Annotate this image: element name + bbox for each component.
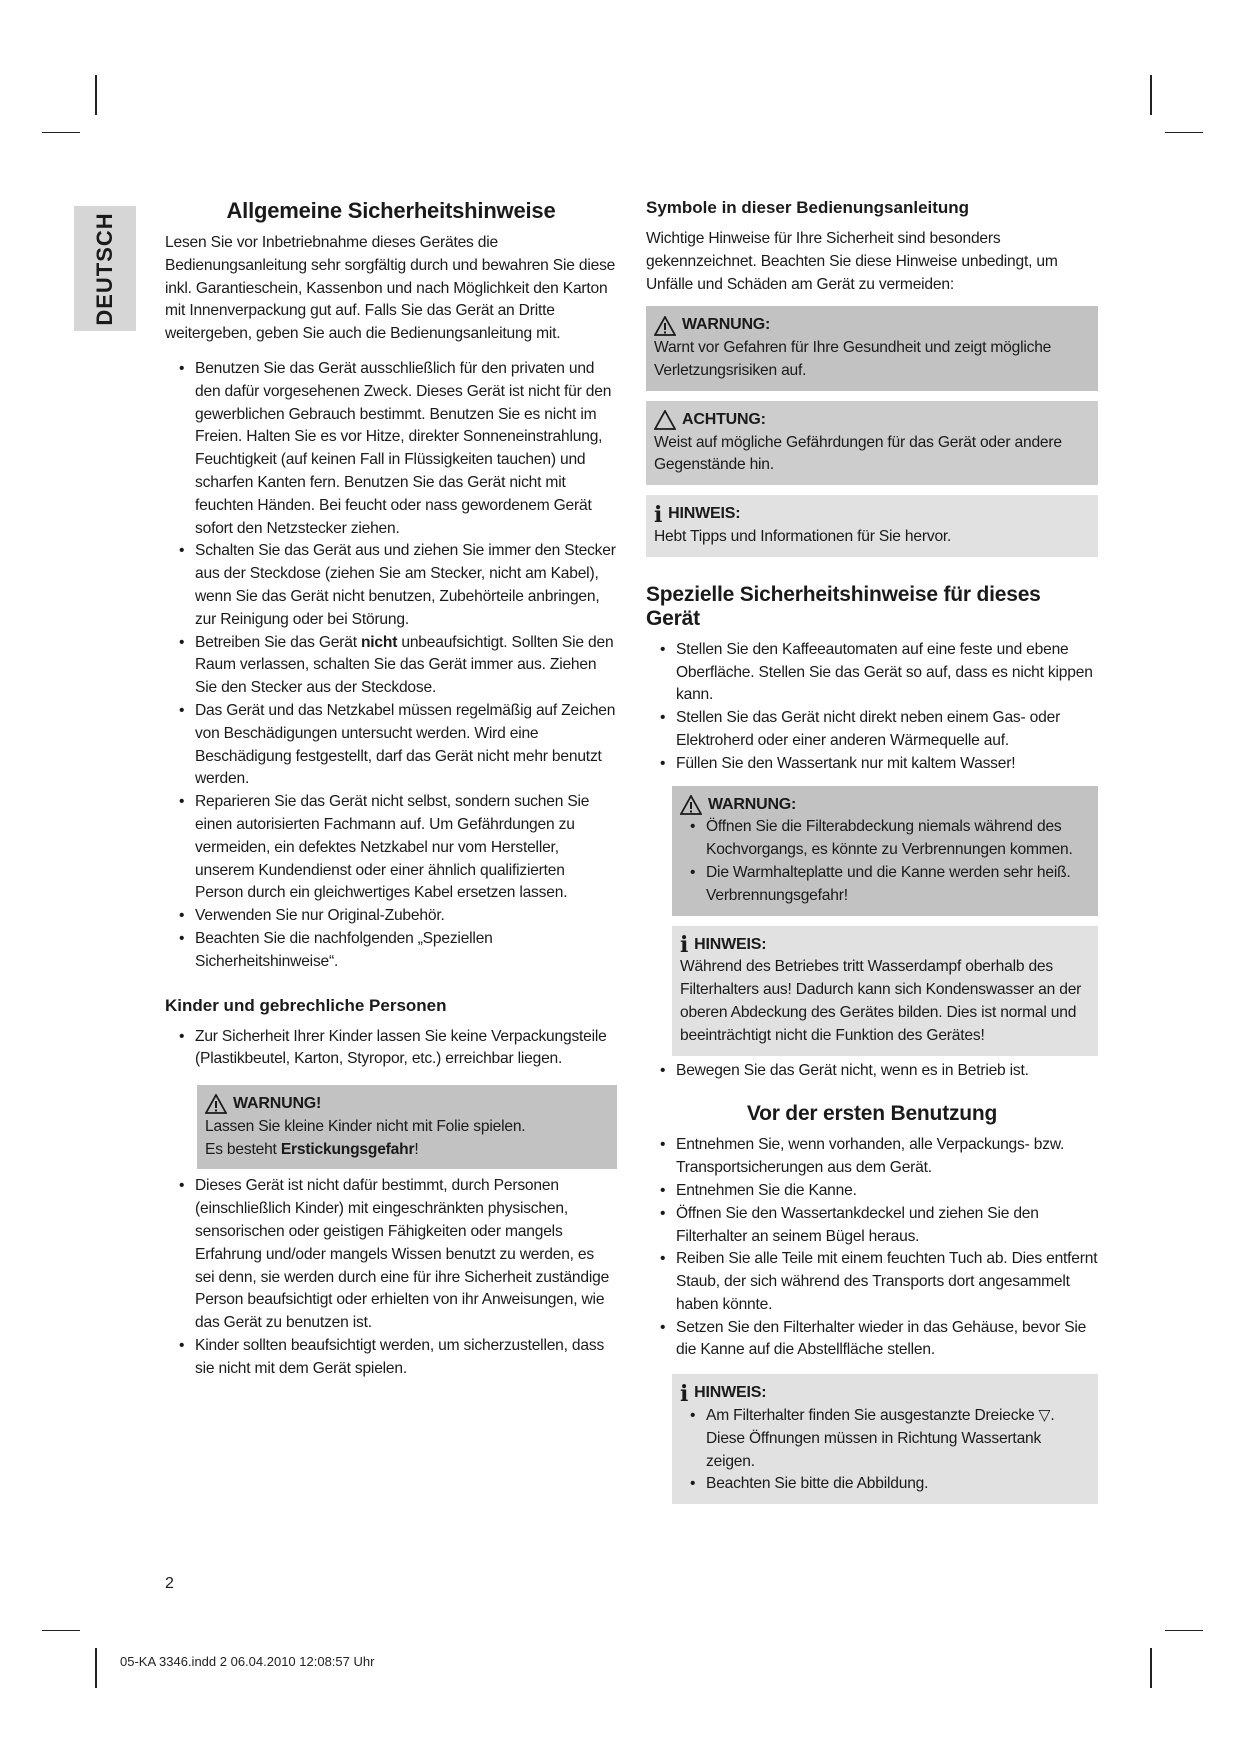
warning-text: Lassen Sie kleine Kinder nicht mit Folie spielen. (205, 1117, 526, 1135)
list-item: • Schalten Sie das Gerät aus und ziehen Sie immer den Stecker aus der Steckdose (ziehen Sie am Stecker, nicht am Kabel), wenn Sie das Gerät nicht benutzen, Zubehörteile anbringen, zur Reinigung oder bei Störung. (179, 542, 616, 628)
intro-paragraph: Lesen Sie vor Inbetriebnahme dieses Gerätes die Bedienungsanleitung sehr sorgfältig durch und bewahren Sie diese inkl. Garantieschein, Kassenbon und nach Möglichkeit den Karton mit Innenverpackung gut auf. Falls Sie das Gerät an Dritte weitergeben, geben Sie auch die Bedienungsanleitung mit. (165, 234, 616, 343)
hint-box-first-use (672, 1374, 1098, 1504)
hint-box-special (672, 926, 1098, 1056)
section-title-first-use: Vor der ersten Benutzung (746, 1102, 998, 1126)
warning-text: Warnt vor Gefahren für Ihre Gesundheit und zeigt mögliche Verletzungsrisiken auf. (654, 339, 1052, 379)
list-item: • Entnehmen Sie, wenn vorhanden, alle Verpackungs- bzw. Transportsicherungen aus dem Gerät. (660, 1136, 1065, 1177)
crop-mark (1165, 1630, 1203, 1631)
warning-box-special (672, 786, 1098, 916)
hint-label: i HINWEIS: (680, 1380, 767, 1407)
list-item: • Stellen Sie den Kaffeeautomaten auf eine feste und ebene Oberfläche. Stellen Sie das Gerät so auf, dass es nicht kippen kann. (660, 640, 1093, 704)
info-icon: i (654, 501, 663, 528)
warning-icon (205, 1094, 227, 1114)
symbol-box-hinweis (646, 495, 1098, 557)
list-item: • Öffnen Sie die Filterabdeckung niemals während des Kochvorgangs, es könnte zu Verbrennungen kommen. (690, 818, 1073, 859)
hint-list (680, 1405, 1088, 1496)
list-item: • Zur Sicherheit Ihrer Kinder lassen Sie keine Verpackungsteile (Plastikbeutel, Karton, Styropor, etc.) erreichbar liegen. (179, 1027, 607, 1068)
symbol-box-achtung (646, 401, 1098, 485)
caution-icon (654, 410, 676, 430)
list-item: • Reiben Sie alle Teile mit einem feuchten Tuch ab. Dies entfernt Staub, der sich während des Transports dort angesammelt haben könnte. (660, 1250, 1098, 1313)
page-number: 2 (165, 1575, 174, 1592)
warning-box-children (197, 1085, 617, 1169)
crop-mark (42, 132, 80, 133)
info-icon: i (680, 931, 689, 958)
left-column (165, 198, 617, 1381)
list-item: • Öffnen Sie den Wassertankdeckel und ziehen Sie den Filterhalter an seinem Bügel heraus. (660, 1204, 1039, 1245)
list-item: • Kinder sollten beaufsichtigt werden, um sicherzustellen, dass sie nicht mit dem Gerät spielen. (179, 1337, 605, 1377)
list-item: • Stellen Sie das Gerät nicht direkt neben einem Gas- oder Elektroherd oder einer anderen Wärmequelle auf. (660, 709, 1061, 749)
list-item: • Dieses Gerät ist nicht dafür bestimmt, durch Personen (einschließlich Kinder) mit eingeschränkten physischen, sensorischen oder geistigen Fähigkeiten oder mangels Erfahrung und/oder mangels Wissen benutzt zu werden, es sei denn, sie werden durch eine für ihre Sicherheit zuständige Person beaufsichtigt oder erhielten von ihr Anweisungen, wie das Gerät zu benutzen ist. (179, 1177, 610, 1332)
caution-text: Weist auf mögliche Gefährdungen für das Gerät oder andere Gegenstände hin. (654, 433, 1062, 474)
list-item: • Reparieren Sie das Gerät nicht selbst, sondern suchen Sie einen autorisierten Fachmann auf. Um Gefährdungen zu vermeiden, ein defektes Netzkabel nur vom Hersteller, unserem Kundendienst oder einer ähnlich qualifizierten Person durch ein gleichwertiges Kabel ersetzen lassen. (179, 793, 590, 902)
section-title-general-safety: Allgemeine Sicherheitshinweise (226, 198, 556, 223)
print-footer: 05-KA 3346.indd 2 06.04.2010 12:08:57 Uhr (120, 1654, 375, 1669)
info-icon: i (680, 1380, 689, 1407)
list-item: • Verwenden Sie nur Original-Zubehör. (179, 907, 445, 925)
language-tab-label: DEUTSCH (92, 211, 117, 326)
warning-label: WARNUNG: (680, 794, 1088, 817)
list-item: • Beachten Sie die nachfolgenden „Speziellen Sicherheitshinweise“. (179, 929, 493, 970)
list-item: • Am Filterhalter finden Sie ausgestanzte Dreiecke ▽. Diese Öffnungen müssen in Richtung Wassertank zeigen. (690, 1407, 1055, 1470)
language-tab (74, 206, 136, 331)
caution-label: ACHTUNG: (654, 409, 1088, 432)
special-safety-list-continued (646, 1060, 1098, 1083)
list-item: • Entnehmen Sie die Kanne. (660, 1181, 857, 1199)
warning-label: WARNUNG: (654, 314, 1088, 337)
crop-mark (95, 75, 97, 115)
crop-mark (1150, 75, 1152, 115)
warning-icon (654, 316, 676, 336)
warning-icon (680, 795, 702, 815)
section-title-special-safety: Spezielle Sicherheitshinweise für dieses Gerät (646, 582, 1041, 630)
crop-mark (95, 1648, 97, 1688)
subheading-children: Kinder und gebrechliche Personen (165, 995, 447, 1015)
right-column (646, 198, 1098, 1504)
symbols-intro: Wichtige Hinweise für Ihre Sicherheit sind besonders gekennzeichnet. Beachten Sie diese Hinweise unbedingt, um Unfälle und Schäden am Gerät zu vermeiden: (646, 230, 1058, 293)
first-use-list (646, 1134, 1098, 1362)
list-item: • Das Gerät und das Netzkabel müssen regelmäßig auf Zeichen von Beschädigungen untersucht werden. Wird eine Beschädigung festgestellt, darf das Gerät nicht mehr benutzt werden. (179, 701, 616, 788)
list-item: • Beachten Sie bitte die Abbildung. (690, 1475, 929, 1493)
children-list-continued (165, 1175, 617, 1380)
hint-text: Hebt Tipps und Informationen für Sie hervor. (654, 527, 952, 545)
list-item: • Bewegen Sie das Gerät nicht, wenn es in Betrieb ist. (660, 1061, 1029, 1079)
hint-label: i HINWEIS: (654, 501, 741, 528)
warning-label: WARNUNG! (205, 1093, 607, 1116)
list-item: • Füllen Sie den Wassertank nur mit kaltem Wasser! (660, 754, 1016, 772)
crop-mark (42, 1630, 80, 1631)
crop-mark (1150, 1648, 1152, 1688)
list-item: • Betreiben Sie das Gerät nicht unbeaufsichtigt. Sollten Sie den Raum verlassen, schalten Sie das Gerät immer aus. Ziehen Sie den Stecker aus der Steckdose. (179, 633, 614, 697)
safety-list (165, 358, 617, 974)
special-safety-list (646, 639, 1098, 776)
warning-text: Es besteht Erstickungsgefahr! (205, 1140, 419, 1158)
hint-text: Während des Betriebes tritt Wasserdampf oberhalb des Filterhalters aus! Dadurch kann sich Kondenswasser an der oberen Abdeckung des Gerätes bilden. Dies ist normal und beeinträchtigt nicht die Funktion des Gerätes! (680, 958, 1082, 1044)
children-list (165, 1026, 617, 1072)
list-item: • Setzen Sie den Filterhalter wieder in das Gehäuse, bevor Sie die Kanne auf die Abstellfläche stellen. (660, 1318, 1087, 1359)
crop-mark (1165, 132, 1203, 133)
subheading-symbols: Symbole in dieser Bedienungsanleitung (646, 198, 970, 217)
hint-label: i HINWEIS: (680, 931, 767, 958)
list-item: • Benutzen Sie das Gerät ausschließlich für den privaten und den dafür vorgesehenen Zweck. Dieses Gerät ist nicht für den gewerblichen Gebrauch bestimmt. Benutzen Sie es nicht im Freien. Halten Sie es vor Hitze, direkter Sonneneinstrahlung, Feuchtigkeit (auf keinen Fall in Flüssigkeiten tauchen) und scharfen Kanten fern. Benutzen Sie das Gerät nicht mit feuchten Händen. Bei feucht oder nass gewordenem Gerät sofort den Netzstecker ziehen. (179, 359, 612, 537)
symbol-box-warnung (646, 306, 1098, 390)
warning-list (680, 816, 1088, 907)
list-item: • Die Warmhalteplatte und die Kanne werden sehr heiß. Verbrennungsgefahr! (690, 863, 1071, 904)
